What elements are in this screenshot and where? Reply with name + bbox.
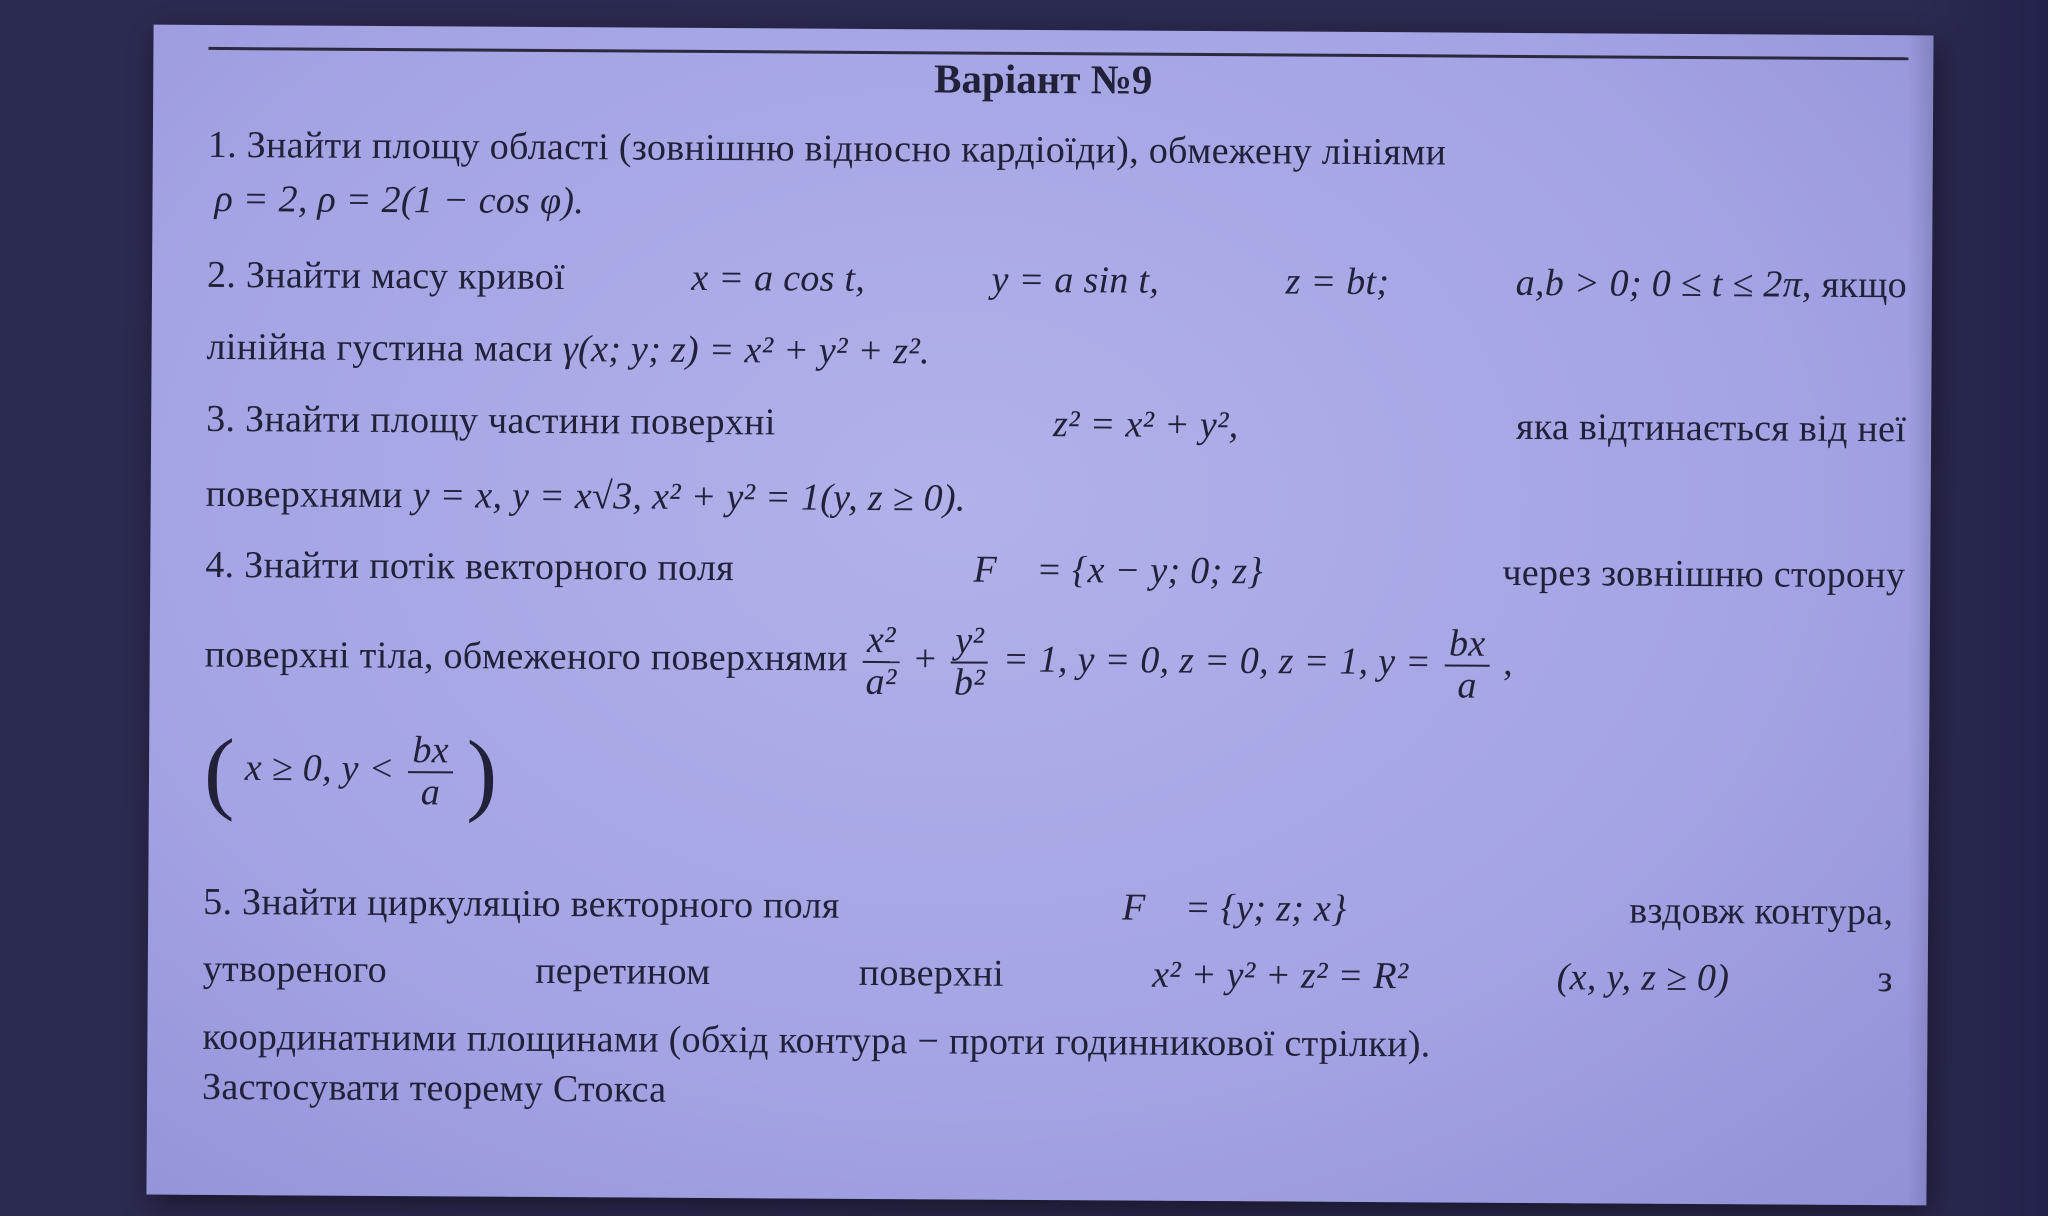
variant-title: Варіант №9	[933, 55, 1153, 103]
problem-3-line-1	[206, 397, 1906, 451]
problem-2-line-2	[206, 325, 930, 373]
problem-2-eq-z: z = bt;	[1285, 260, 1390, 304]
problem-5-sphere-eq: x² + y² + z² = R²	[1152, 953, 1409, 998]
problem-4-fraction-x: $\frac{\text{x²}}{\text{a²}}$	[861, 621, 900, 703]
problem-4-field: F⃗ = {x − y; 0; z}	[973, 548, 1264, 593]
problem-5-field: F⃗ = {y; z; x}	[1121, 886, 1347, 930]
problem-2-eq-x: x = a cos t,	[691, 256, 866, 300]
problem-2-condition: a,b > 0; 0 ≤ t ≤ 2π	[1515, 261, 1803, 306]
problem-4-condition: ( x ≥ 0, y < $\frac{bx}{a}$ )	[203, 719, 498, 824]
problem-2-density-text: лінійна густина маси	[206, 325, 554, 371]
problem-4-body-text: поверхні тіла, обмеженого поверхнями	[204, 633, 849, 680]
problem-4-fraction-y: $\frac{\text{y²}}{\text{b²}}$	[950, 621, 989, 703]
problem-4-comma: ,	[1503, 641, 1514, 684]
problem-2-density-formula: γ(x; y; z) = x² + y² + z².	[562, 328, 931, 373]
problem-2-tail: , якщо	[1801, 263, 1908, 307]
problem-4-condition-text: x ≥ 0, y <	[244, 746, 395, 790]
problem-1-line-1: 1. Знайти площу області (зовнішню відносно кардіоїди), обмежену лініями	[207, 123, 1447, 174]
problem-1-formula: ρ = 2, ρ = 2(1 − cos φ).	[214, 177, 585, 223]
problem-3-surfaces-formula: y = x, y = x√3, x² + y² = 1(y, z ≥ 0).	[412, 474, 966, 520]
problem-5-word-3: поверхні	[858, 951, 1005, 995]
problem-4-line-2: поверхні тіла, обмеженого поверхнями $\frac{\text{x²}}{\text{a²}}$ + $\frac{\text{y²}}{\text{b²}}$ = 1, y = 0, z = 0, z = 1, y = $\frac{bx}{a}$ ,	[204, 618, 1514, 707]
problem-4-tail: через зовнішню сторону	[1502, 551, 1906, 597]
problem-5-word-2: перетином	[535, 949, 711, 993]
problem-3-surface-eq: z² = x² + y²,	[1053, 403, 1239, 447]
problem-4-lead: 4. Знайти потік векторного поля	[205, 543, 735, 590]
problem-4-line-1	[205, 543, 1905, 597]
problem-5-tail: вздовж контура,	[1629, 889, 1894, 934]
problem-4-fraction-bx-a: $\frac{bx}{a}$	[1445, 624, 1490, 706]
problem-5-lead: 5. Знайти циркуляцію векторного поля	[203, 880, 840, 927]
problem-4-planes: = 1, y = 0, z = 0, z = 1, y =	[1002, 638, 1432, 683]
problem-3-lead: 3. Знайти площу частини поверхні	[206, 397, 776, 444]
problem-3-tail: яка відтинається від неї	[1515, 405, 1907, 451]
problem-5-line-4: Застосувати теорему Стокса	[201, 1065, 667, 1111]
background-shadow	[1908, 0, 2048, 1216]
problem-3-line-2	[206, 472, 966, 521]
problem-5-line-1	[203, 880, 1893, 934]
problem-5-condition: (x, y, z ≥ 0)	[1556, 956, 1730, 1000]
exam-sheet	[146, 25, 1933, 1206]
problem-2-lead: 2. Знайти масу кривої	[206, 253, 566, 299]
problem-4-condition-fraction: $\frac{bx}{a}$	[408, 731, 453, 813]
problem-5-word-4: з	[1877, 958, 1893, 1001]
problem-5-line-3: координатними площинами (обхід контура − проти годинникової стрілки).	[202, 1015, 1431, 1066]
problem-5-word-1: утвореного	[202, 947, 388, 992]
problem-5-line-2	[203, 947, 1893, 1001]
problem-2-eq-y: y = a sin t,	[991, 258, 1160, 302]
problem-3-surfaces-text: поверхнями	[205, 472, 403, 517]
problem-2-line-1	[207, 253, 1907, 307]
